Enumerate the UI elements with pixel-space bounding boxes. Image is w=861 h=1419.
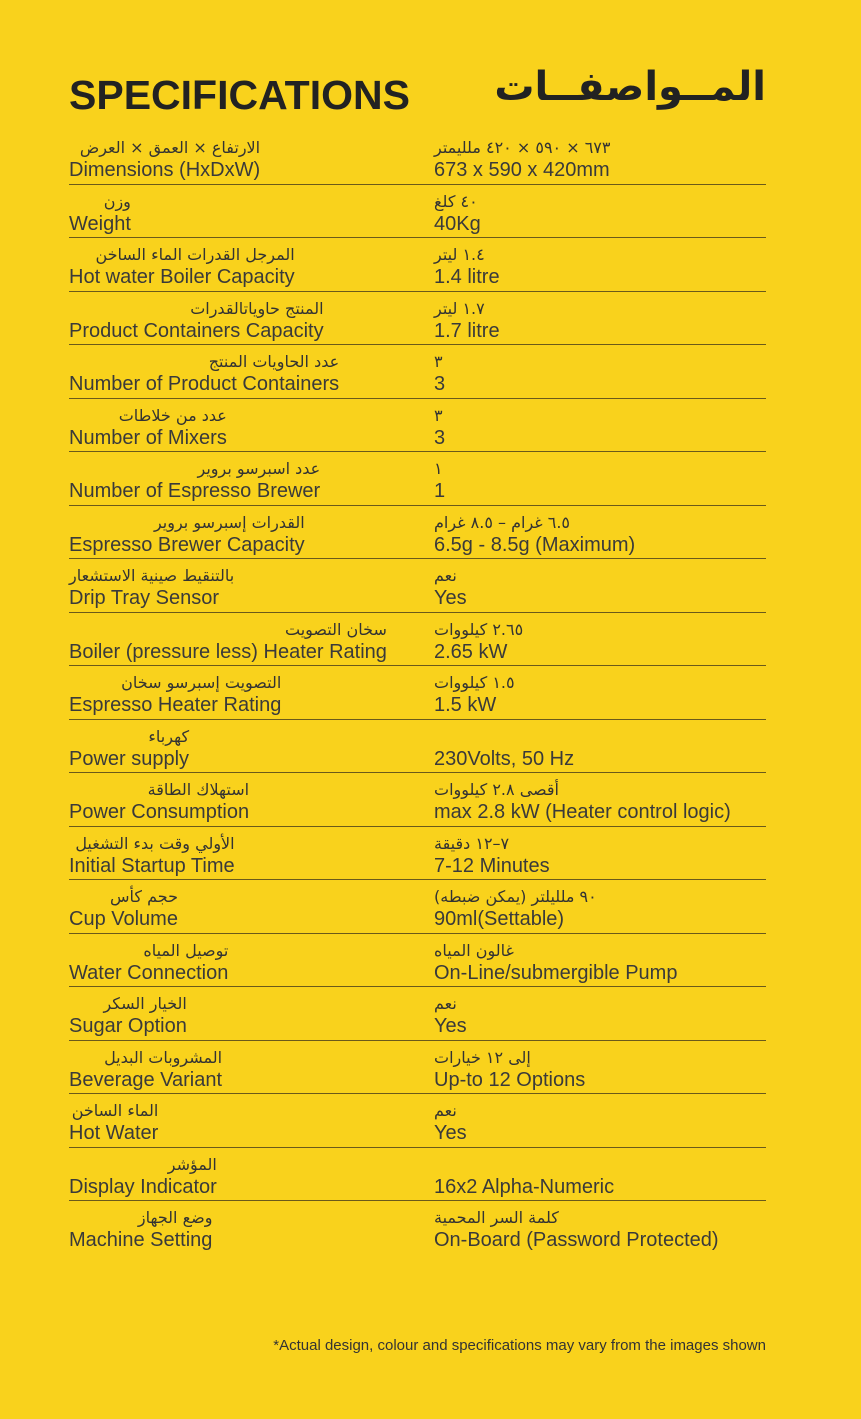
spec-label [69,191,131,236]
spec-value-arabic: نعم [434,1101,457,1120]
spec-value-english: Yes [434,1122,467,1144]
spec-label [69,619,387,664]
spec-row [69,1201,766,1255]
spec-value-arabic: كلمة السر المحمية [434,1208,559,1227]
spec-value-english: Up-to 12 Options [434,1068,586,1091]
spec-label [69,726,189,771]
spec-label-english: Machine Setting [69,1229,213,1251]
spec-value-english: 673 x 590 x 420mm [434,159,610,181]
spec-row [69,934,766,988]
spec-value-english: 1 [434,480,446,502]
spec-row [69,827,766,881]
spec-value-arabic: ١ [434,459,443,478]
spec-value [434,993,467,1038]
spec-value [434,1100,467,1145]
spec-label-arabic: التصويت إسبرسو سخان [121,673,282,692]
spec-label-english: Display Indicator [69,1175,217,1198]
spec-value-arabic: إلى ١٢ خيارات [434,1047,531,1067]
spec-value [434,1207,719,1252]
spec-row [69,131,766,185]
spec-label-arabic: كهرباء [148,726,190,746]
spec-row [69,1148,766,1202]
spec-label-english: Hot Water [69,1122,159,1144]
spec-label-english: Weight [69,212,131,235]
spec-row [69,613,766,667]
spec-label-arabic: توصيل المياه [143,940,229,960]
spec-value-english: 7-12 Minutes [434,854,550,877]
spec-label [69,351,339,396]
spec-label-english: Espresso Heater Rating [69,694,282,716]
spec-value [434,1154,614,1199]
spec-value-arabic: ٤٠ كلغ [434,191,478,211]
spec-value [434,886,597,931]
spec-value-english: On-Line/submergible Pump [434,961,678,984]
spec-value-arabic: ١.٤ ليتر [434,245,485,264]
spec-label [69,779,249,824]
spec-row [69,292,766,346]
spec-value-arabic: غالون المياه [434,940,514,960]
spec-label-english: Beverage Variant [69,1068,223,1091]
spec-value-english: 1.5 kW [434,694,497,716]
spec-value [434,833,550,878]
spec-label [69,1047,222,1092]
spec-row [69,1041,766,1095]
spec-value [434,1047,585,1092]
spec-value-english: Yes [434,587,467,609]
spec-value [434,405,445,450]
specifications-table [69,131,766,1255]
spec-value-arabic: نعم [434,994,457,1013]
spec-label-arabic: المرجل القدرات الماء الساخن [95,245,295,264]
spec-value-arabic: ٣ [434,405,443,425]
spec-label [69,1154,217,1199]
spec-value-arabic: ١.٧ ليتر [434,298,485,318]
spec-label-english: Dimensions (HxDxW) [69,159,261,181]
spec-value-arabic: ٩٠ ملليلتر (يمكن ضبطه) [434,887,597,906]
spec-label [69,244,295,289]
spec-row [69,720,766,774]
spec-value-arabic: ٦.٥ غرام – ٨.٥ غرام [434,512,571,532]
spec-value-arabic: ٦٧٣ × ٥٩٠ × ٤٢٠ ملليمتر [434,138,611,157]
spec-value-english: 40Kg [434,212,481,235]
spec-label-english: Number of Mixers [69,426,227,449]
spec-label-arabic: عدد اسبرسو بروير [197,459,321,478]
spec-value [434,779,731,824]
spec-value-english: max 2.8 kW (Heater control logic) [434,801,731,823]
spec-value-english: On-Board (Password Protected) [434,1229,719,1251]
spec-value [434,458,445,503]
spec-label [69,993,187,1038]
spec-label [69,833,235,878]
spec-row [69,452,766,506]
spec-value [434,137,610,182]
spec-label [69,565,234,610]
spec-label [69,1207,212,1252]
spec-label [69,137,260,182]
spec-value [434,619,523,664]
spec-value [434,244,500,289]
spec-value [434,351,445,396]
spec-row [69,345,766,399]
spec-value [434,512,635,557]
spec-row [69,185,766,239]
spec-value [434,298,500,343]
spec-label-arabic: استهلاك الطاقة [147,780,250,799]
spec-label-english: Hot water Boiler Capacity [69,266,295,288]
spec-value-english: Yes [434,1015,467,1037]
page-title-arabic: المــواصفــات [494,64,766,110]
spec-label [69,405,227,450]
spec-value-arabic: أقصى ٢.٨ كيلووات [434,780,559,799]
spec-label-arabic: المشروبات البديل [104,1047,223,1067]
footnote: *Actual design, colour and specifications may vary from the images shown [273,1337,766,1354]
spec-value-arabic: ١.٥ كيلووات [434,673,515,692]
spec-row [69,1094,766,1148]
header [69,64,766,120]
spec-label-english: Power supply [69,747,190,770]
spec-label-english: Number of Espresso Brewer [69,480,321,502]
spec-value [434,726,574,771]
spec-label [69,886,178,931]
spec-value [434,191,481,236]
spec-row [69,238,766,292]
spec-label-english: Cup Volume [69,908,178,930]
spec-label [69,1100,158,1145]
spec-value-english: 16x2 Alpha-Numeric [434,1175,615,1198]
spec-label-english: Espresso Brewer Capacity [69,533,305,556]
spec-value [434,565,467,610]
spec-value-english: 90ml(Settable) [434,908,565,930]
spec-label-arabic: وضع الجهاز [137,1208,213,1227]
spec-label-arabic: القدرات إسبرسو بروير [153,512,305,532]
spec-label-arabic: الأولي وقت بدء التشغيل [75,833,235,853]
spec-value-english: 1.7 litre [434,319,500,342]
spec-value-arabic: ٢.٦٥ كيلووات [434,619,524,639]
spec-label-arabic: عدد الحاويات المنتج [208,352,340,371]
spec-value-arabic [434,726,574,747]
spec-value [434,672,515,717]
spec-label-arabic: الارتفاع × العمق × العرض [79,138,261,157]
spec-label-arabic: الماء الساخن [71,1101,159,1120]
spec-row [69,506,766,560]
spec-value-english: 230Volts, 50 Hz [434,747,575,770]
spec-label-arabic: المؤشر [167,1154,217,1174]
spec-value-english: 6.5g - 8.5g (Maximum) [434,533,636,556]
spec-row [69,559,766,613]
spec-label [69,672,281,717]
spec-row [69,880,766,934]
spec-label-arabic: الخيار السكر [103,994,187,1013]
spec-value-arabic: ٧–١٢ دقيقة [434,833,510,853]
spec-value-english: 3 [434,373,446,395]
spec-label [69,940,228,985]
spec-label-english: Sugar Option [69,1015,187,1037]
spec-label [69,298,324,343]
spec-value-arabic [434,1154,614,1175]
spec-value-english: 2.65 kW [434,640,508,663]
spec-row [69,666,766,720]
spec-value-arabic: نعم [434,566,457,585]
spec-label-english: Product Containers Capacity [69,319,324,342]
spec-label-english: Boiler (pressure less) Heater Rating [69,640,387,663]
spec-label [69,512,305,557]
page-title: SPECIFICATIONS [69,72,410,118]
spec-label-arabic: سخان التصويت [285,619,387,639]
spec-label-arabic: وزن [103,191,131,211]
spec-value [434,940,677,985]
spec-label-english: Number of Product Containers [69,373,340,395]
spec-label-arabic: المنتج حاوياتالقدرات [190,298,324,318]
spec-label-english: Power Consumption [69,801,250,823]
spec-label-english: Water Connection [69,961,229,984]
spec-label-arabic: حجم كأس [109,887,178,906]
spec-label-english: Initial Startup Time [69,854,235,877]
spec-value-english: 1.4 litre [434,266,500,288]
spec-row [69,399,766,453]
spec-label-english: Drip Tray Sensor [69,587,220,609]
spec-value-arabic: ٣ [434,352,443,371]
spec-row [69,987,766,1041]
spec-label-arabic: عدد من خلاطات [118,405,227,425]
spec-row [69,773,766,827]
spec-label-arabic: بالتنقيط صينية الاستشعار [69,566,235,585]
spec-label [69,458,320,503]
spec-value-english: 3 [434,426,446,449]
